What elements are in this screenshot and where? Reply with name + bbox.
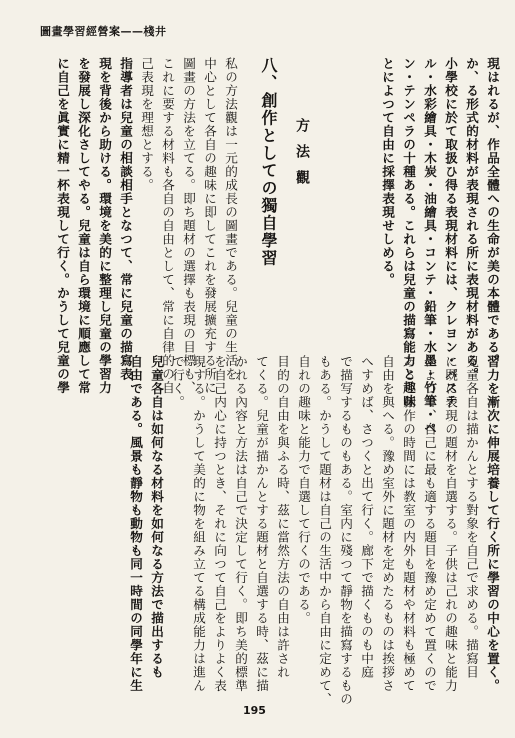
text-line: 現する。かうして美的に物を組み立てる構成能力は進ん (191, 355, 206, 693)
text-line: に自己を眞實に精一杯表現して行く。かうして兒童の學 (55, 57, 70, 395)
text-line: 中心として各自の趣味に即してこれを發展擴充する所に (202, 57, 217, 395)
bottom-text-block (125, 355, 503, 706)
text-line: もある。かうして題材は自己の生活中から自由に定めて、 (317, 355, 332, 706)
text-line: で描写するものもある。室内に殘つて靜物を描寫するもの (338, 355, 353, 706)
chapter-heading: 八、創作としての獨自學習 (259, 57, 278, 267)
text-line: で行く。 (170, 355, 185, 409)
text-line: 自由を與へる。豫め室外に題材を定めたるものは挨拶さ (380, 355, 395, 693)
text-line: 指導者は兒童の相談相手となつて、常に兒童の描寫表 (118, 57, 133, 381)
text-line: ル・水彩繪具・木炭・油繪具・コンテ・鉛筆・水墨・竹筆・ペ (422, 57, 437, 435)
text-line: とによつて自由に採擇表現せしめる。 (380, 57, 395, 287)
text-line: か、る形式的材料が表現される所に表現材料がある。 (464, 57, 479, 381)
text-line: 小學校に於て取扱ひ得る表現材料には、クレヨン・パステ (443, 57, 458, 408)
text-line: 習力を漸次に伸展培養して行く所に學習の中心を置く。 (485, 355, 500, 693)
text-line: 自由である。風景も靜物も動物も同一時間の同學年に生 (128, 355, 143, 693)
text-line: 兒童各自は如何なる材料を如何なる方法で描出するも (149, 355, 164, 679)
text-line: によつて、自己に最も適する題目を豫め定めて置くので (422, 355, 437, 693)
text-line: へすめば、さつくと出て行く。廊下で描くものも中庭 (359, 355, 374, 679)
text-line: を自己内心に持つとき、それに向つて自己をよりよく表 (212, 355, 227, 693)
text-line: 圖畫の方法を立てる。即ち題材の選擇も表現の目標も、 (181, 57, 196, 395)
page-number: 195 (243, 704, 266, 717)
section-title: 方法觀 (294, 118, 310, 196)
text-line: 自れの趣味と能力で自選して行くのである。 (296, 355, 311, 625)
text-line: 己表現を理想とする。 (139, 57, 154, 192)
text-line: 兒童各自は描かんとする對象を自己で求める。描寫目 (464, 355, 479, 679)
text-line: ン・テンペラの十種ある。これらは兒童の描寫能力と趣味 (401, 57, 416, 408)
text-line: を發展し深化さしてやる。兒童は自ら環境に順應して常 (76, 57, 91, 395)
text-line: 私の方法觀は一元的成長の圖畫である。兒童の生活を (223, 57, 238, 381)
text-line: ある。創作の時間には教室の内外も題材や材料も極めて (401, 355, 416, 693)
text-line: てくる。兒童が描かんとする題材と自選する時、茲に描 (254, 355, 269, 693)
text-line: これに要する材料も各自の自由として、常に自律的の自 (160, 57, 175, 395)
text-line: 現はれるが、作品全體への生命が美の本體である。 (485, 57, 500, 368)
running-head: 圖畫學習經營案——棧井 (40, 25, 167, 38)
top-text-block (377, 57, 503, 435)
text-line: 現を背後から助ける。環境を美的に整理し兒童の學習力 (97, 57, 112, 395)
text-line: 目的の自由を與ふる時、茲に當然方法の自由は許され (275, 355, 290, 679)
text-line: に既に表現の題材を自選する。子供は己れの趣味と能力 (443, 355, 458, 693)
text-line: かれる內容と方法は自己で決定して行く。即ち美的標準 (233, 355, 248, 693)
